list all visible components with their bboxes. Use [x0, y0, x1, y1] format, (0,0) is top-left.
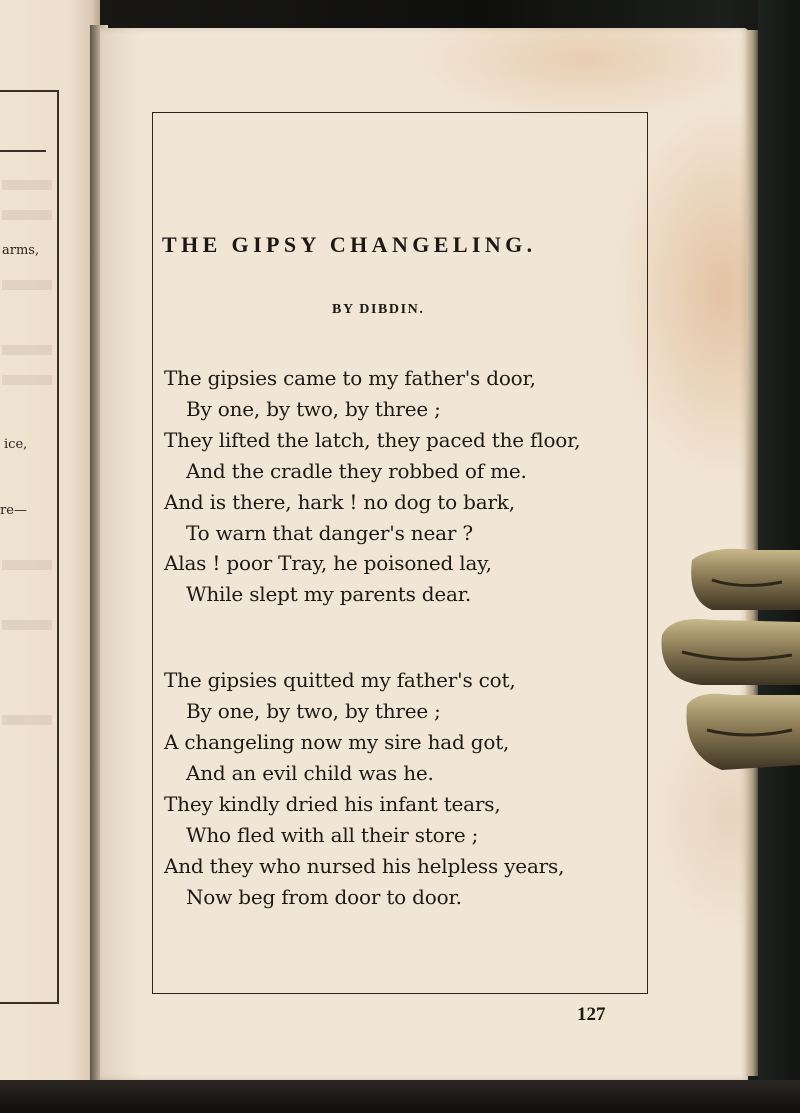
left-page-faded-text [2, 375, 52, 385]
poem-line: The gipsies quitted my father's cot, [164, 668, 516, 692]
poem-line: The gipsies came to my father's door, [164, 366, 536, 390]
poem-line: They kindly dried his infant tears, [164, 792, 501, 816]
left-page-faded-text [2, 280, 52, 290]
poem-title: THE GIPSY CHANGELING. [162, 232, 537, 257]
poem-line: And is there, hark ! no dog to bark, [164, 490, 515, 514]
left-page-faded-text [2, 180, 52, 190]
left-page-faded-text [2, 715, 52, 725]
brass-clasp-icon [652, 540, 800, 790]
left-page-fragment: arms, [2, 243, 40, 258]
left-page-faded-text [2, 210, 52, 220]
left-page-faded-text [2, 560, 52, 570]
left-page-faded-text [2, 345, 52, 355]
poem-author: BY DIBDIN. [332, 302, 425, 317]
poem-line: To warn that danger's near ? [186, 521, 473, 545]
poem-line: By one, by two, by three ; [186, 699, 441, 723]
left-page-faded-text [2, 620, 52, 630]
poem-line: Alas ! poor Tray, he poisoned lay, [164, 551, 492, 575]
left-page-frame [0, 90, 59, 1004]
poem-line: A changeling now my sire had got, [164, 730, 510, 754]
poem-line: While slept my parents dear. [186, 582, 472, 606]
left-page [0, 0, 100, 1090]
left-page-fragment: re— [0, 503, 27, 518]
poem-line: By one, by two, by three ; [186, 397, 441, 421]
poem-line: And they who nursed his helpless years, [164, 854, 565, 878]
left-page-fragment: ice, [4, 437, 28, 452]
poem-line: Who fled with all their store ; [186, 823, 479, 847]
poem-line: And an evil child was he. [186, 761, 434, 785]
poem-line: And the cradle they robbed of me. [186, 459, 527, 483]
poem-line: Now beg from door to door. [186, 885, 462, 909]
left-page-rule [0, 150, 46, 152]
book-bottom-edge [0, 1080, 800, 1113]
page-number: 127 [577, 1004, 606, 1025]
poem-line: They lifted the latch, they paced the floor, [164, 428, 581, 452]
